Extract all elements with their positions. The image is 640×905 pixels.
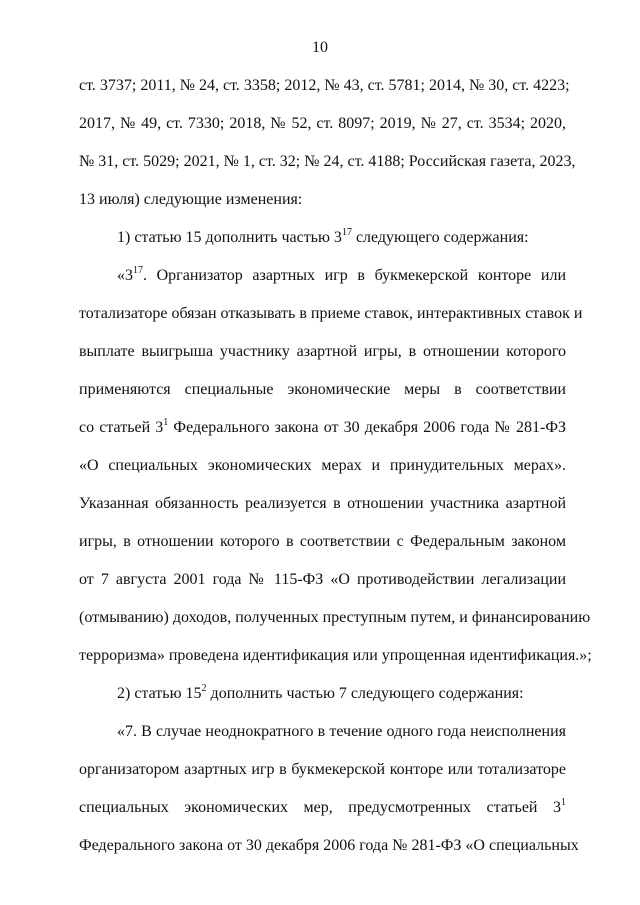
text-line: (отмыванию) доходов, полученных преступным путем, и финансированию xyxy=(79,609,591,626)
page-number: 10 xyxy=(312,39,328,56)
quoted-part-start: «7. В случае неоднократного в течение одного года неисполнения xyxy=(117,723,566,740)
text-line xyxy=(79,417,566,439)
superscript: 17 xyxy=(133,264,143,276)
text-line xyxy=(79,797,566,819)
text-line: «О специальных экономических мерах и принудительных мерах». xyxy=(79,457,566,474)
text-line: игры, в отношении которого в соответствии с Федеральным законом xyxy=(79,533,566,550)
text-fragment: «3 xyxy=(117,267,133,284)
text-fragment: . Организатор азартных игр в букмекерской конторе или xyxy=(143,267,566,284)
text-fragment: следующего содержания: xyxy=(351,229,529,246)
text-line: применяются специальные экономические меры в соответствии xyxy=(79,381,566,398)
text-line: тотализаторе обязан отказывать в приеме ставок, интерактивных ставок и xyxy=(79,305,583,322)
paragraph-item-1 xyxy=(117,227,566,249)
text-line: ст. 3737; 2011, № 24, ст. 3358; 2012, № 43, ст. 5781; 2014, № 30, ст. 4223; xyxy=(79,77,570,94)
text-line: Указанная обязанность реализуется в отношении участника азартной xyxy=(79,495,566,512)
text-fragment: со статьей 3 xyxy=(79,419,164,436)
text-line: № 31, ст. 5029; 2021, № 1, ст. 32; № 24, ст. 4188; Российская газета, 2023, xyxy=(79,153,576,170)
text-fragment: 2) статью 15 xyxy=(117,685,202,702)
text-line: терроризма» проведена идентификация или упрощенная идентификация.»; xyxy=(79,647,592,664)
text-line: от 7 августа 2001 года № 115-ФЗ «О противодействии легализации xyxy=(79,571,566,588)
superscript: 2 xyxy=(201,682,207,694)
text-fragment: 1) статью 15 дополнить частью 3 xyxy=(117,229,342,246)
text-line: 13 июля) следующие изменения: xyxy=(79,191,303,208)
text-fragment: Федерального закона от 30 декабря 2006 года № 281-ФЗ xyxy=(168,419,567,436)
text-line: Федерального закона от 30 декабря 2006 года № 281-ФЗ «О специальных xyxy=(79,837,579,854)
superscript: 1 xyxy=(561,796,566,808)
text-line: 2017, № 49, ст. 7330; 2018, № 52, ст. 8097; 2019, № 27, ст. 3534; 2020, xyxy=(79,115,566,132)
paragraph-item-2 xyxy=(117,683,566,705)
quoted-part-start xyxy=(117,265,566,287)
superscript: 17 xyxy=(341,226,352,238)
text-fragment: специальных экономических мер, предусмотренных статьей 3 xyxy=(79,799,561,816)
superscript: 1 xyxy=(163,416,169,428)
text-line: организатором азартных игр в букмекерской конторе или тотализаторе xyxy=(79,761,566,778)
text-fragment: дополнить частью 7 следующего содержания: xyxy=(206,685,524,702)
text-line: выплате выигрыша участнику азартной игры, в отношении которого xyxy=(79,343,566,360)
